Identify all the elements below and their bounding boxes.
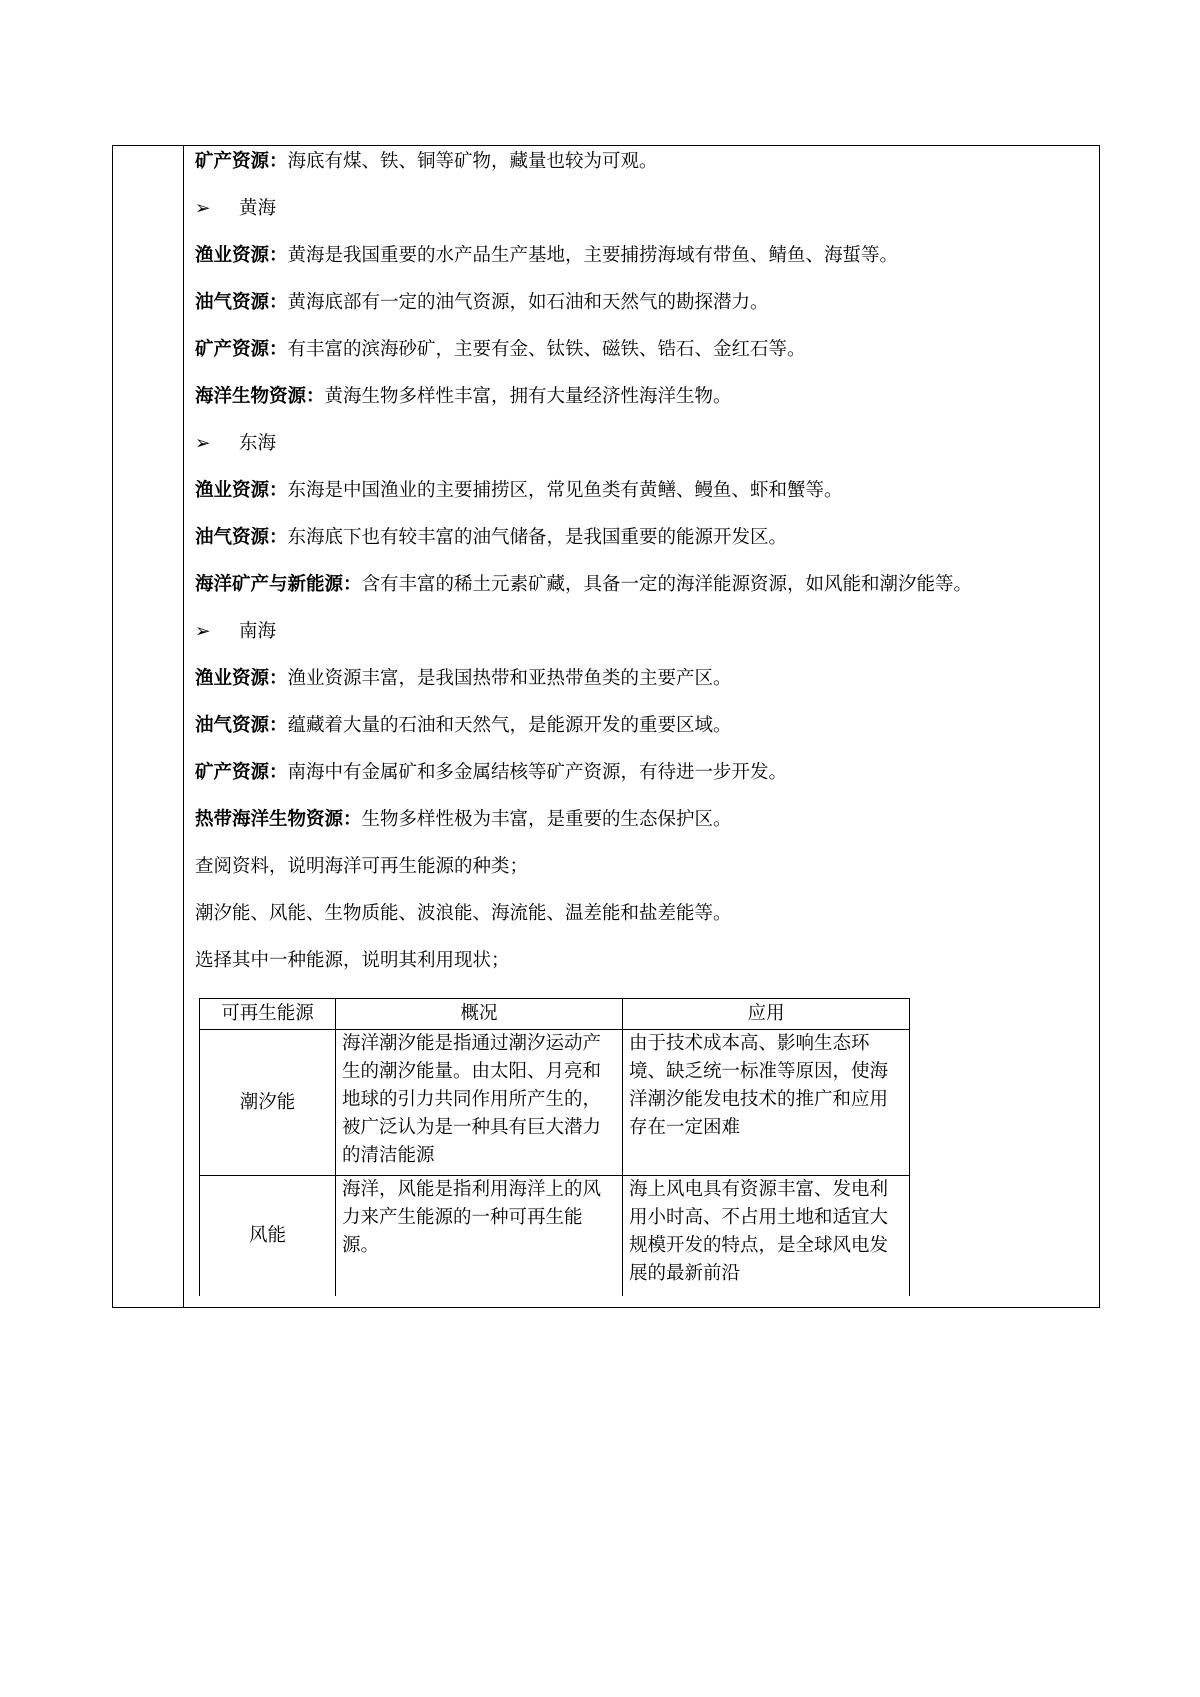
text-line — [195, 526, 787, 550]
line-text: 海底有煤、铁、铜等矿物，藏量也较为可观。 — [287, 151, 658, 172]
question-line — [195, 949, 510, 973]
column-header: 可再生能源 — [200, 999, 336, 1030]
energy-name-cell: 风能 — [200, 1176, 336, 1297]
arrow-bullet-icon: ➢ — [195, 621, 211, 642]
section-heading-south-sea — [195, 620, 276, 644]
table-row — [200, 1030, 910, 1176]
text-line — [195, 808, 732, 832]
line-text: 黄海生物多样性丰富，拥有大量经济性海洋生物。 — [324, 386, 732, 407]
text-line — [195, 573, 972, 597]
question-line — [195, 855, 528, 879]
line-text: 东海底下也有较丰富的油气储备，是我国重要的能源开发区。 — [287, 527, 788, 548]
text-line — [195, 150, 658, 174]
outer-table-frame — [112, 145, 1100, 1308]
line-text: 南海中有金属矿和多金属结核等矿产资源，有待进一步开发。 — [287, 762, 788, 783]
line-text: 黄海底部有一定的油气资源，如石油和天然气的勘探潜力。 — [287, 292, 769, 313]
section-heading-east-sea — [195, 432, 276, 456]
line-text: 生物多样性极为丰富，是重要的生态保护区。 — [361, 809, 732, 830]
text-line — [195, 338, 806, 362]
overview-cell: 海洋潮汐能是指通过潮汐运动产生的潮汐能量。由太阳、月亮和地球的引力共同作用所产生的，被广泛认为是一种具有巨大潜力的清洁能源 — [336, 1030, 623, 1176]
text-line — [195, 479, 843, 503]
line-label: 渔业资源： — [195, 480, 288, 501]
line-text: 潮汐能、风能、生物质能、波浪能、海流能、温差能和盐差能等。 — [195, 903, 732, 924]
left-column-divider — [183, 146, 184, 1307]
text-line — [195, 244, 898, 268]
line-text: 黄海是我国重要的水产品生产基地，主要捕捞海域有带鱼、鲭鱼、海蜇等。 — [287, 245, 899, 266]
column-header: 概况 — [336, 999, 623, 1030]
line-label: 油气资源： — [195, 292, 288, 313]
line-text: 东海 — [239, 433, 277, 454]
application-cell: 由于技术成本高、影响生态环境、缺乏统一标准等原因，使海洋潮汐能发电技术的推广和应用存在一定困难 — [623, 1030, 910, 1176]
line-text: 南海 — [239, 621, 277, 642]
application-cell: 海上风电具有资源丰富、发电利用小时高、不占用土地和适宜大规模开发的特点，是全球风电发展的最新前沿 — [623, 1176, 910, 1297]
line-text: 含有丰富的稀土元素矿藏，具备一定的海洋能源资源，如风能和潮汐能等。 — [361, 574, 973, 595]
table-row — [200, 1176, 910, 1297]
line-text: 有丰富的滨海砂矿，主要有金、钛铁、磁铁、锆石、金红石等。 — [287, 339, 806, 360]
line-text: 东海是中国渔业的主要捕捞区，常见鱼类有黄鳝、鳗鱼、虾和蟹等。 — [287, 480, 843, 501]
line-label: 矿产资源： — [195, 339, 288, 360]
table-header-row — [200, 999, 910, 1030]
text-line — [195, 761, 787, 785]
section-heading-yellow-sea — [195, 197, 276, 221]
answer-line — [195, 902, 732, 926]
text-line — [195, 667, 732, 691]
line-text: 蕴藏着大量的石油和天然气，是能源开发的重要区域。 — [287, 715, 732, 736]
text-line — [195, 714, 732, 738]
arrow-bullet-icon: ➢ — [195, 198, 211, 219]
energy-table — [199, 998, 910, 1296]
line-text: 渔业资源丰富，是我国热带和亚热带鱼类的主要产区。 — [287, 668, 732, 689]
overview-cell: 海洋，风能是指利用海洋上的风力来产生能源的一种可再生能源。 — [336, 1176, 623, 1297]
line-label: 渔业资源： — [195, 668, 288, 689]
energy-name-cell: 潮汐能 — [200, 1030, 336, 1176]
text-line — [195, 385, 732, 409]
line-label: 油气资源： — [195, 715, 288, 736]
line-label: 矿产资源： — [195, 762, 288, 783]
line-label: 矿产资源： — [195, 151, 288, 172]
line-label: 海洋矿产与新能源： — [195, 574, 362, 595]
text-line — [195, 291, 769, 315]
line-label: 热带海洋生物资源： — [195, 809, 362, 830]
content-cell — [191, 146, 1099, 1307]
arrow-bullet-icon: ➢ — [195, 433, 211, 454]
line-label: 海洋生物资源： — [195, 386, 325, 407]
column-header: 应用 — [623, 999, 910, 1030]
line-label: 渔业资源： — [195, 245, 288, 266]
line-label: 油气资源： — [195, 527, 288, 548]
line-text: 查阅资料，说明海洋可再生能源的种类； — [195, 856, 529, 877]
line-text: 选择其中一种能源，说明其利用现状； — [195, 950, 510, 971]
line-text: 黄海 — [239, 198, 277, 219]
